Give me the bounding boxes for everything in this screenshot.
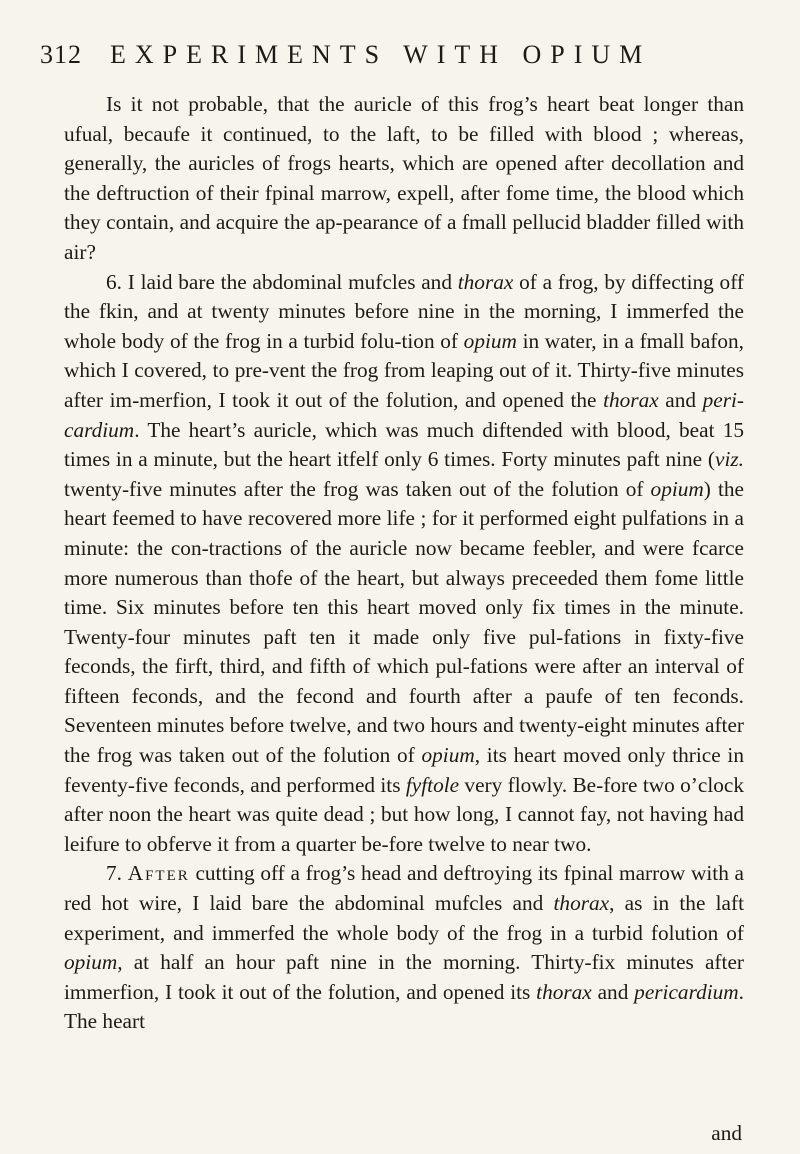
text-run: . The heart bbox=[64, 979, 744, 1034]
italic-term: fyftole bbox=[405, 772, 460, 797]
running-title: EXPERIMENTS WITH OPIUM bbox=[110, 40, 652, 69]
text-run: and bbox=[591, 979, 635, 1004]
text-run: very flowly. Be-fore two o’clock after noon the heart was quite dead ; but how long, I cannot fay, not having had leifure to obferve it from a quarter be-fore twelve to near two. bbox=[64, 772, 744, 856]
text-run: twenty-five minutes after the frog was taken out of the folution of bbox=[64, 476, 651, 501]
text-run: in water, in a fmall bafon, which I covered, to pre-vent the frog from leaping out of it. Thirty-five minutes after im-merfion, I took it out of the folution, and opened the bbox=[64, 328, 745, 412]
paragraph-2 bbox=[64, 268, 744, 860]
text-run: cutting off a frog’s head and deftroying its fpinal marrow with a red hot wire, I laid bare the abdominal mufcles and bbox=[64, 861, 744, 916]
running-head bbox=[40, 40, 760, 80]
italic-term: pericardium bbox=[634, 979, 739, 1004]
text-run: ) the heart feemed to have recovered more life ; for it performed eight pulfations in a minute: the con-tractions of the auricle now became feebler, and were fcarce more numerous than thofe of the heart, but always preceeded them fome little time. Six minutes before ten this heart moved only fix times in the minute. Twenty-four minutes paft ten it made only five pul-fations in fixty-five feconds, the firft, third, and fifth of which pul-fations were after an interval of fifteen feconds, and the fecond and fourth after a paufe of ten feconds. Seventeen minutes before twelve, and two hours and twenty-eight minutes after the frog was taken out of the folution of bbox=[64, 476, 744, 768]
text-run: , as in the laft experiment, and immerfed the whole body of the frog in a turbid folution of bbox=[64, 891, 744, 945]
italic-term: opium bbox=[650, 476, 704, 501]
italic-term: opium bbox=[463, 328, 517, 353]
paragraph-3 bbox=[64, 859, 744, 1037]
small-caps-lead: After bbox=[127, 861, 190, 886]
text-run: , at half an hour paft nine in the morning. Thirty-fix minutes after immerfion, I took it out of the folution, and opened its bbox=[64, 950, 744, 1004]
italic-term: viz. bbox=[715, 447, 744, 472]
italic-term: thorax bbox=[553, 891, 610, 916]
text-run: 6. I laid bare the abdominal mufcles and bbox=[106, 269, 458, 294]
catchword: and bbox=[711, 1121, 742, 1145]
italic-term: peri-cardium bbox=[64, 387, 745, 442]
text-run: . The heart’s auricle, which was much diftended with blood, beat 15 times in a minute, but the heart itfelf only 6 times. Forty minutes paft nine ( bbox=[64, 417, 744, 472]
text-run: Is it not probable, that the auricle of this frog’s heart beat longer than ufual, becaufe it continued, to the laft, to be filled with blood ; whereas, generally, the auricles of frogs hearts, which are opened after decollation and the deftruction of their fpinal marrow, expell, after fome time, the blood which they contain, and acquire the ap-pearance of a fmall pellucid bladder filled with air? bbox=[64, 92, 744, 264]
italic-term: thorax bbox=[457, 269, 514, 294]
italic-term: thorax bbox=[603, 387, 659, 412]
text-run: , its heart moved only thrice in feventy-five feconds, and performed its bbox=[64, 743, 745, 797]
text-run: of a frog, by diffecting off the fkin, and at twenty minutes before nine in the morning, I immerfed the whole body of the frog in a turbid folu-tion of bbox=[64, 269, 744, 353]
italic-term: opium bbox=[64, 950, 118, 975]
body-text bbox=[64, 90, 744, 1037]
italic-term: opium bbox=[421, 743, 475, 768]
text-run: and bbox=[658, 387, 703, 412]
page-number: 312 bbox=[40, 40, 82, 69]
paragraph-1 bbox=[64, 90, 744, 268]
italic-term: thorax bbox=[536, 979, 592, 1004]
text-run: 7. bbox=[106, 861, 128, 886]
